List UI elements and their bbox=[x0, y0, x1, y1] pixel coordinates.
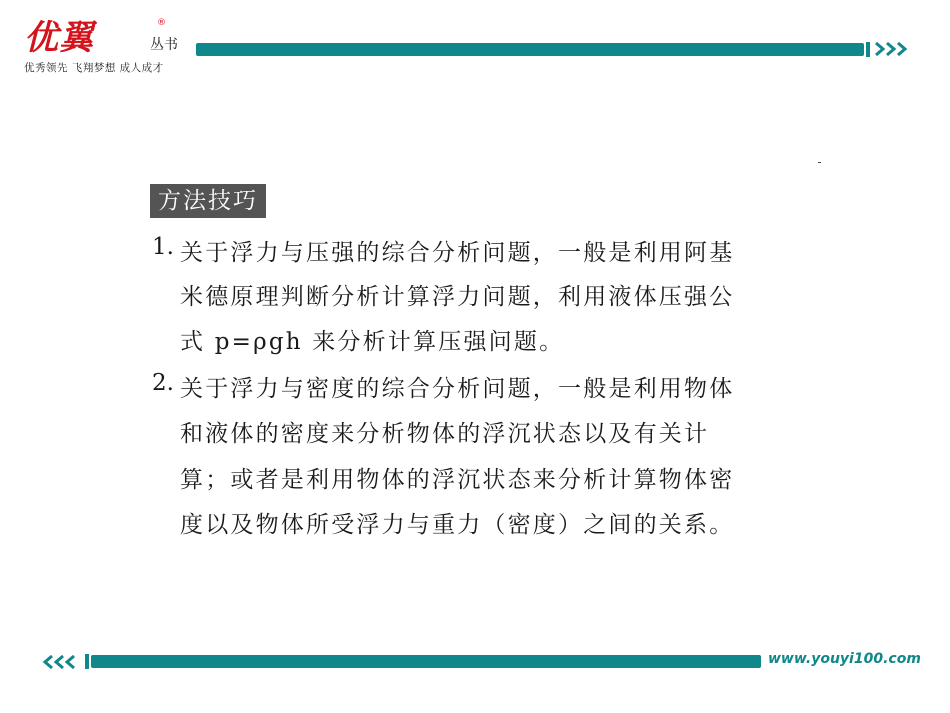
item-line: 和液体的密度来分析物体的浮沉状态以及有关计 bbox=[180, 421, 710, 447]
back-chevrons-icon bbox=[34, 654, 76, 670]
section-title: 方法技巧 bbox=[150, 184, 266, 218]
header-bar-end-mark bbox=[866, 42, 870, 57]
website-link[interactable]: www.youyi100.com bbox=[768, 651, 921, 667]
item-line: 米德原理判断分析计算浮力问题，利用液体压强公 bbox=[180, 284, 735, 310]
forward-chevrons-icon bbox=[874, 41, 916, 57]
logo-wordmark: 优翼 bbox=[24, 18, 94, 58]
stray-mark bbox=[818, 162, 821, 163]
footer-bar-start-mark bbox=[85, 654, 89, 669]
footer-bar bbox=[91, 655, 761, 668]
item-line-formula: 式 p=ρgh 来分析计算压强问题。 bbox=[180, 329, 565, 355]
item-line: 度以及物体所受浮力与重力（密度）之间的关系。 bbox=[180, 512, 735, 538]
item-number: 1. bbox=[152, 234, 174, 260]
logo bbox=[24, 18, 194, 76]
item-line: 关于浮力与密度的综合分析问题，一般是利用物体 bbox=[180, 376, 735, 402]
header-bar bbox=[196, 43, 864, 56]
logo-series-label: 丛书 bbox=[150, 37, 178, 53]
registered-mark: ® bbox=[157, 18, 166, 28]
item-line: 算；或者是利用物体的浮沉状态来分析计算物体密 bbox=[180, 467, 735, 493]
item-line: 关于浮力与压强的综合分析问题，一般是利用阿基 bbox=[180, 240, 735, 266]
item-number: 2. bbox=[152, 370, 174, 396]
logo-slogan: 优秀领先 飞翔梦想 成人成才 bbox=[24, 62, 164, 74]
